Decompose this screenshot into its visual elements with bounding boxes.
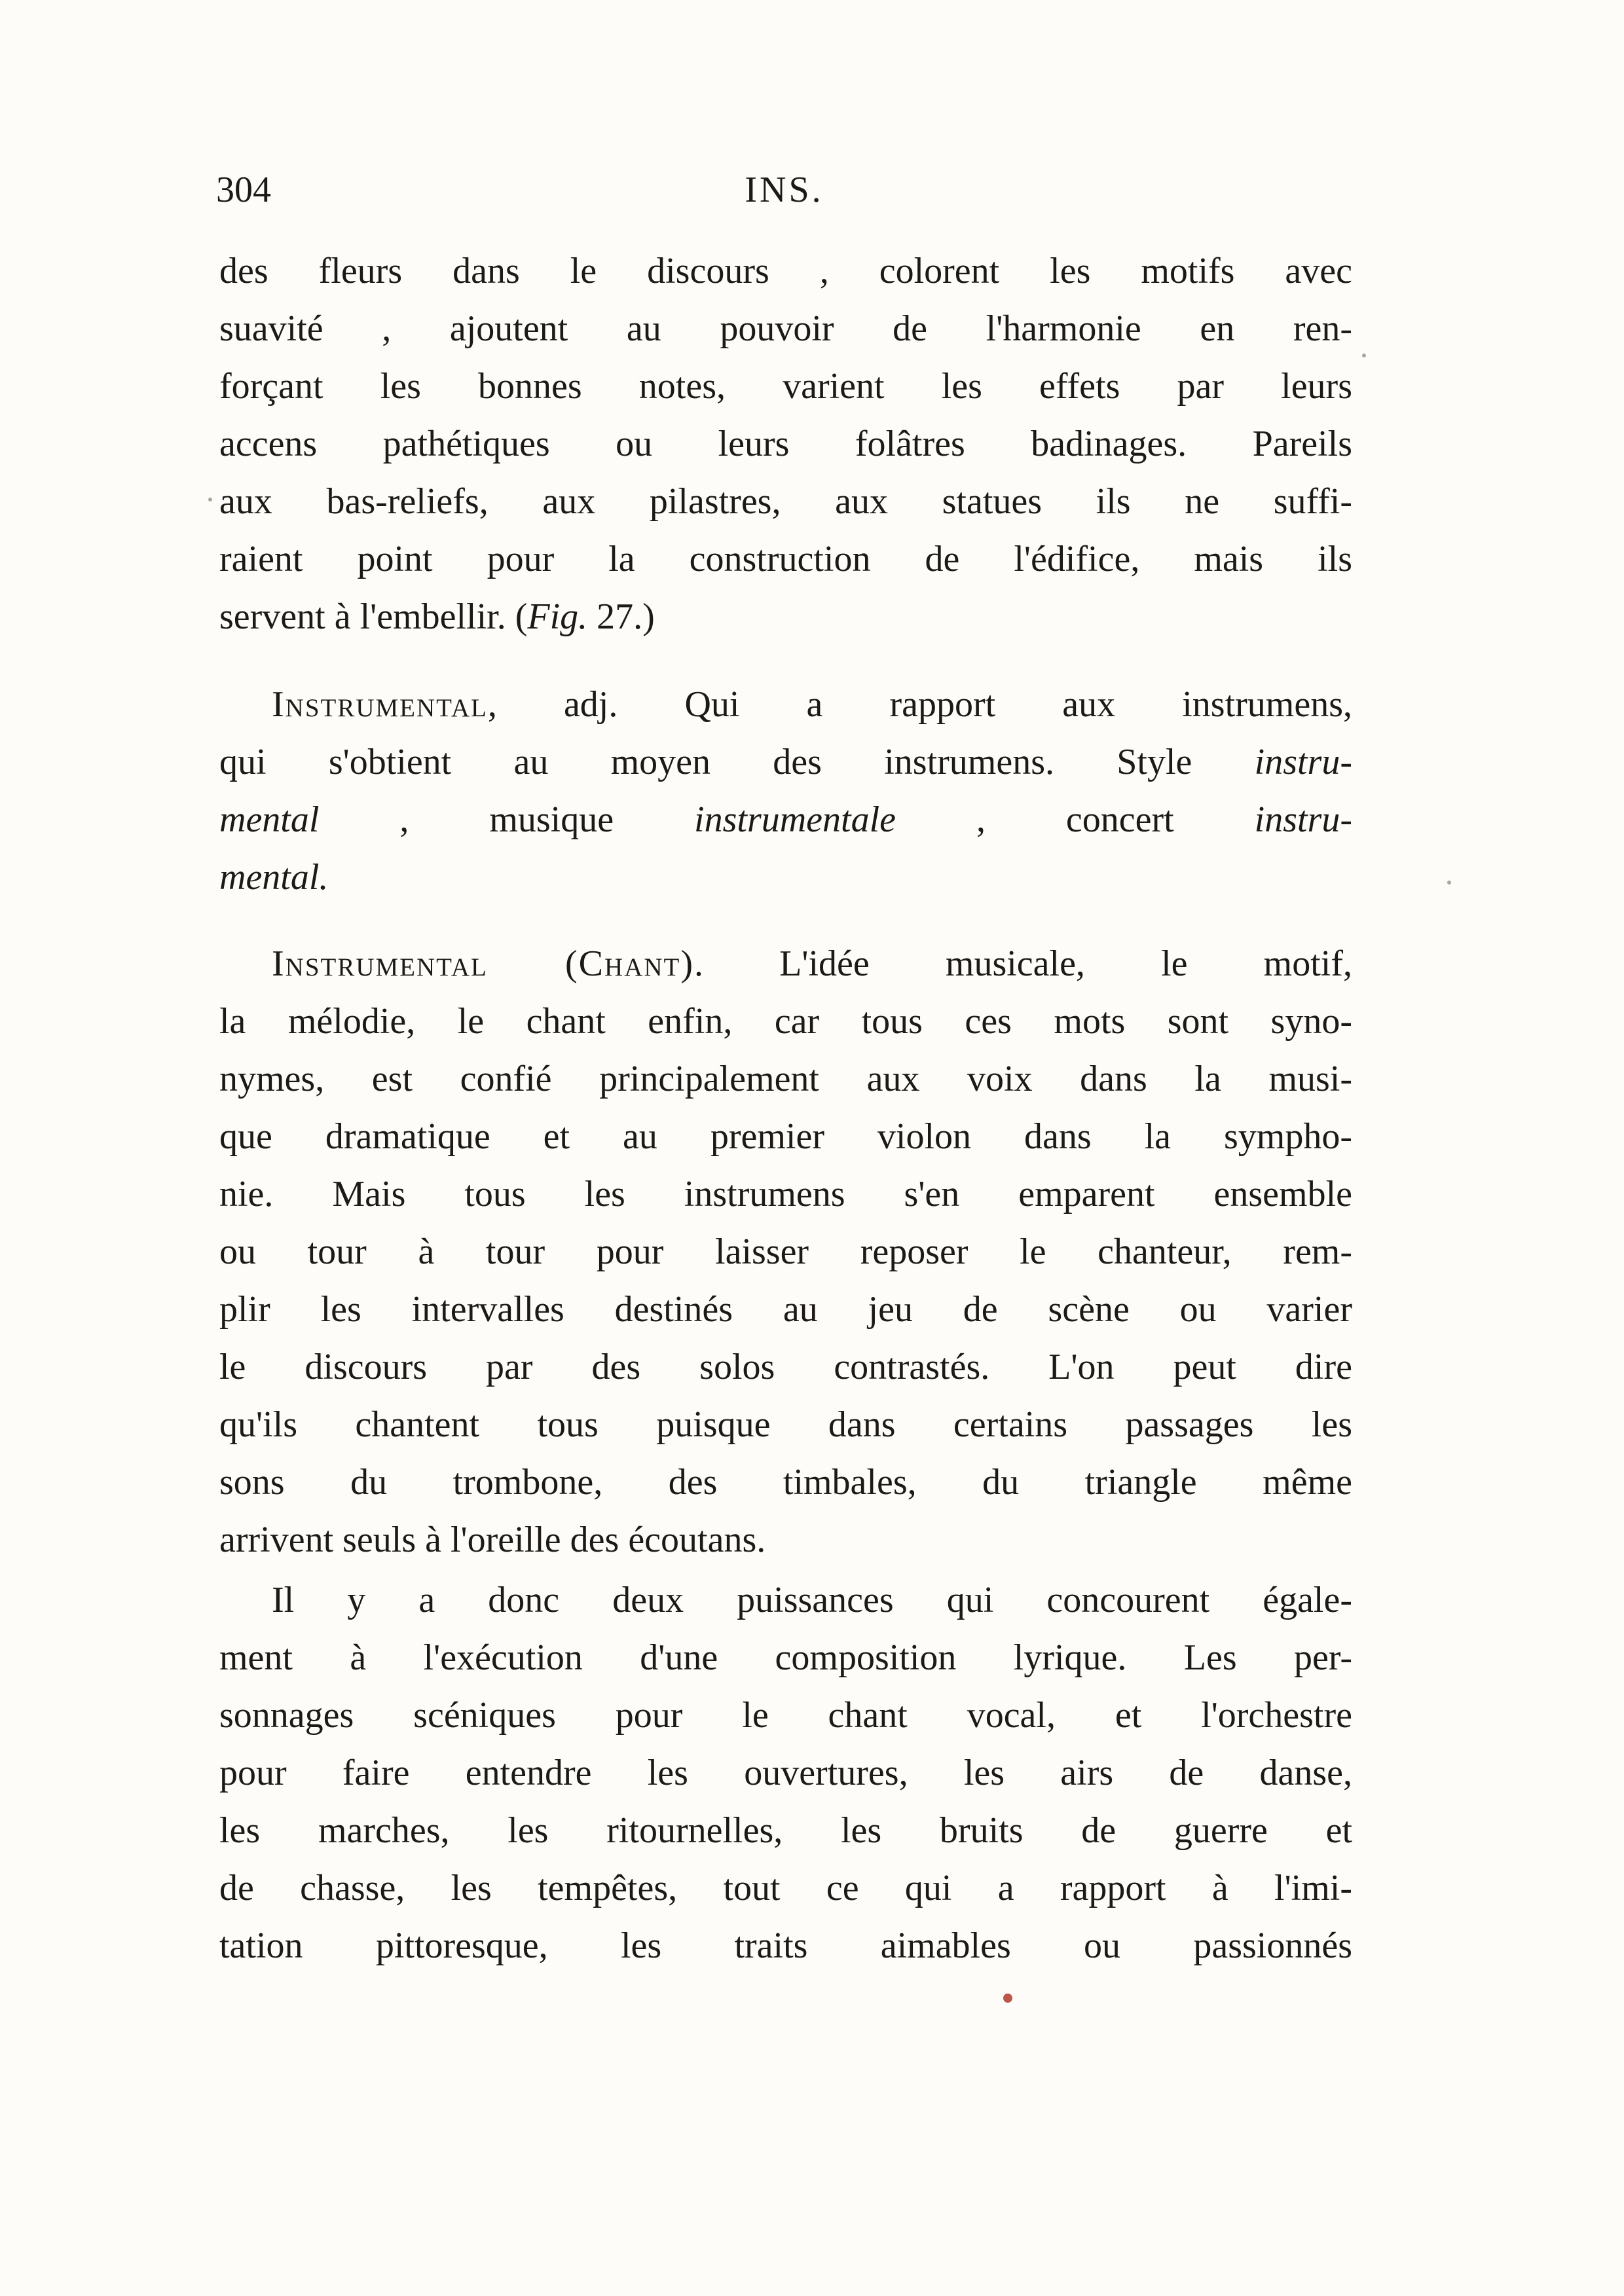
- running-title: INS.: [745, 170, 824, 210]
- paragraph-first-line: Il y a donc deux puissances qui concourent égale-: [272, 1580, 1352, 1620]
- text-line: mental , musique instrumentale , concert instru-: [219, 799, 1352, 840]
- text-line: de chasse, les tempêtes, tout ce qui a rapport à l'imi-: [219, 1868, 1352, 1908]
- text-line-last: mental.: [219, 857, 329, 898]
- text-line: raient point pour la construction de l'édifice, mais ils: [219, 539, 1352, 579]
- paragraph-continuation: [219, 242, 1352, 646]
- running-head: [216, 164, 1352, 216]
- page-number: 304: [216, 170, 271, 210]
- text-line: suavité , ajoutent au pouvoir de l'harmonie en ren-: [219, 308, 1352, 349]
- text-line: tation pittoresque, les traits aimables ou passionnés: [219, 1925, 1352, 1966]
- paragraph-puissances: [219, 1571, 1352, 1975]
- text-line: que dramatique et au premier violon dans la sympho-: [219, 1116, 1352, 1157]
- text-line: forçant les bonnes notes, varient les effets par leurs: [219, 366, 1352, 407]
- text-line-last: arrivent seuls à l'oreille des écoutans.: [219, 1520, 766, 1560]
- text-line: ou tour à tour pour laisser reposer le chanteur, rem-: [219, 1231, 1352, 1272]
- text-line: des fleurs dans le discours , colorent les motifs avec: [219, 251, 1352, 291]
- text-line: les marches, les ritournelles, les bruits de guerre et: [219, 1810, 1352, 1851]
- paper-speck: [1362, 354, 1366, 357]
- entry-instrumental-chant: [219, 935, 1352, 1569]
- entry-headword: Instrumental: [272, 684, 488, 725]
- entry-first-line: Instrumental (Chant). L'idée musicale, le motif,: [272, 943, 1353, 984]
- text-line: ment à l'exécution d'une composition lyrique. Les per-: [219, 1637, 1352, 1678]
- text-line: qu'ils chantent tous puisque dans certains passages les: [219, 1404, 1352, 1445]
- text-line: accens pathétiques ou leurs folâtres badinages. Pareils: [219, 424, 1352, 464]
- text-line: sonnages scéniques pour le chant vocal, et l'orchestre: [219, 1695, 1352, 1736]
- entry-first-line: Instrumental, adj. Qui a rapport aux instrumens,: [272, 684, 1352, 725]
- entry-headword: Instrumental: [272, 943, 488, 984]
- paper-speck: [208, 498, 212, 501]
- text-line-last: [219, 588, 1352, 646]
- text-line: le discours par des solos contrastés. L'on peut dire: [219, 1347, 1352, 1387]
- ink-stain: [1003, 1994, 1012, 2003]
- paper-speck: [1447, 881, 1451, 884]
- text-line: qui s'obtient au moyen des instrumens. Style instru-: [219, 742, 1352, 782]
- figure-reference: (Fig. 27.): [515, 596, 655, 637]
- text-line: nymes, est confié principalement aux voix dans la musi-: [219, 1059, 1352, 1099]
- text-line: la mélodie, le chant enfin, car tous ces mots sont syno-: [219, 1001, 1352, 1042]
- text-line: plir les intervalles destinés au jeu de scène ou varier: [219, 1289, 1352, 1330]
- entry-instrumental-adj: [219, 676, 1352, 906]
- text-line: pour faire entendre les ouvertures, les airs de danse,: [219, 1753, 1352, 1793]
- text-line: aux bas-reliefs, aux pilastres, aux statues ils ne suffi-: [219, 481, 1352, 522]
- text-line: sons du trombone, des timbales, du triangle même: [219, 1462, 1352, 1503]
- text-line: nie. Mais tous les instrumens s'en emparent ensemble: [219, 1174, 1352, 1214]
- text-segment: servent à l'embellir.: [219, 596, 506, 637]
